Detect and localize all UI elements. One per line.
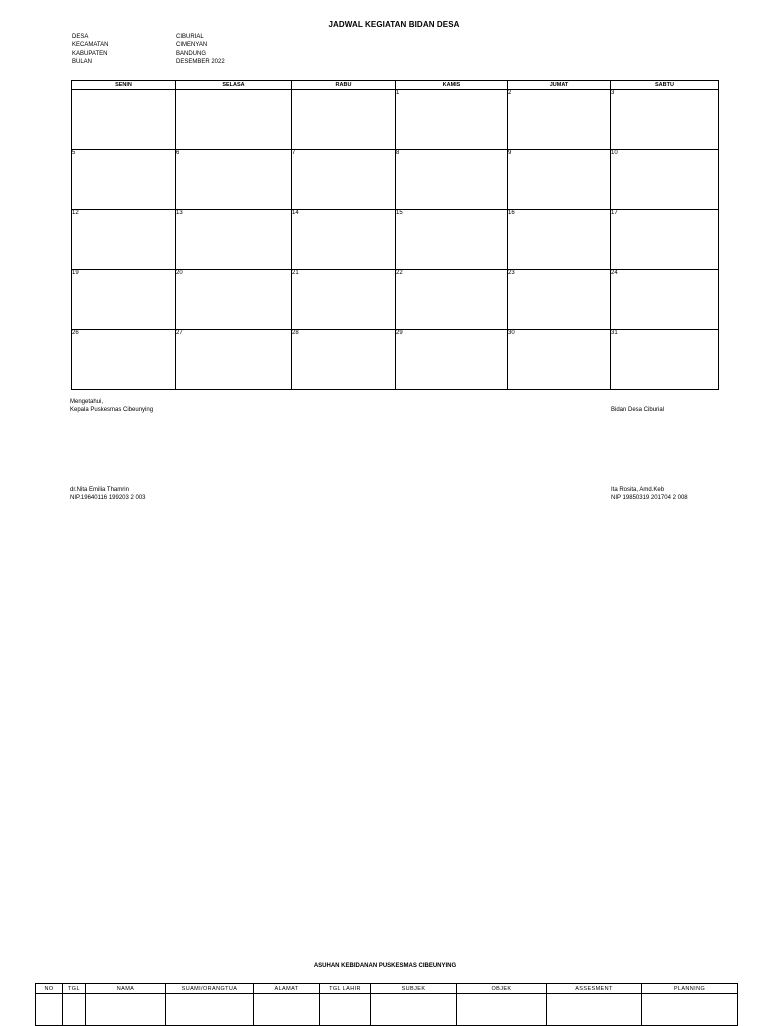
day-cell: 14 — [292, 210, 396, 270]
day-header-jumat: JUMAT — [508, 81, 611, 90]
day-cell: 15 — [396, 210, 508, 270]
day-cell: 23 — [508, 270, 611, 330]
asuhan-header-row — [36, 984, 738, 994]
info-row-kabupaten — [72, 50, 225, 58]
day-cell: 10 — [611, 150, 719, 210]
day-cell: 26 — [72, 330, 176, 390]
day-cell: 8 — [396, 150, 508, 210]
asuhan-row — [36, 994, 738, 1026]
day-cell: 31 — [611, 330, 719, 390]
day-cell: 6 — [176, 150, 292, 210]
asuhan-cell — [371, 994, 457, 1026]
day-cell — [176, 90, 292, 150]
asuhan-cell — [457, 994, 547, 1026]
info-key: KECAMATAN — [72, 42, 109, 49]
day-cell: 7 — [292, 150, 396, 210]
asuhan-cell — [642, 994, 738, 1026]
left-signer-name: dr.Nita Emilia Thamrin — [70, 487, 129, 493]
acknowledged-label: Mengetahui, — [70, 399, 104, 405]
right-signer-nip: NIP 19850319 201704 2 008 — [611, 495, 688, 502]
info-value: CIBURIAL — [176, 34, 204, 40]
day-cell: 29 — [396, 330, 508, 390]
calendar-week-2 — [72, 150, 719, 210]
calendar-week-3 — [72, 210, 719, 270]
day-cell: 2 — [508, 90, 611, 150]
day-header-rabu: RABU — [292, 81, 396, 90]
left-signer-nip: NIP.19640116 199203 2 003 — [70, 495, 146, 502]
asuhan-cell — [36, 994, 63, 1026]
col-header-suami-orangtua: SUAMI/ORANGTUA — [166, 984, 254, 994]
calendar-table — [71, 80, 719, 390]
col-header-subjek: SUBJEK — [371, 984, 457, 994]
day-cell: 19 — [72, 270, 176, 330]
info-row-bulan — [72, 58, 225, 66]
day-header-sabtu: SABTU — [611, 81, 719, 90]
left-signer-role: Kepala Puskesmas Cibeunying — [70, 407, 154, 414]
asuhan-title: ASUHAN KEBIDANAN PUSKESMAS CIBEUNYING — [313, 963, 457, 969]
day-cell: 5 — [72, 150, 176, 210]
day-cell: 1 — [396, 90, 508, 150]
day-cell: 12 — [72, 210, 176, 270]
signature-left-name-block — [70, 486, 146, 502]
asuhan-cell — [547, 994, 642, 1026]
day-cell: 16 — [508, 210, 611, 270]
signature-right-heading — [611, 406, 664, 414]
signature-right-name-block — [611, 486, 688, 502]
day-cell: 21 — [292, 270, 396, 330]
asuhan-cell — [63, 994, 86, 1026]
day-header-senin: SENIN — [72, 81, 176, 90]
day-cell: 3 — [611, 90, 719, 150]
asuhan-cell — [166, 994, 254, 1026]
asuhan-cell — [254, 994, 320, 1026]
col-header-planning: PLANNING — [642, 984, 738, 994]
day-cell — [72, 90, 176, 150]
day-cell: 20 — [176, 270, 292, 330]
calendar-header-row — [72, 81, 719, 90]
col-header-nama: NAMA — [86, 984, 166, 994]
col-header-alamat: ALAMAT — [254, 984, 320, 994]
info-value: BANDUNG — [176, 50, 207, 57]
calendar-week-5 — [72, 330, 719, 390]
info-row-desa — [72, 33, 225, 41]
day-header-selasa: SELASA — [176, 81, 292, 90]
signature-left-heading — [70, 398, 153, 414]
day-cell: 28 — [292, 330, 396, 390]
day-cell: 24 — [611, 270, 719, 330]
info-value: CIMENYAN — [176, 42, 208, 49]
col-header-tgl-lahir: TGL LAHIR — [320, 984, 371, 994]
day-cell: 22 — [396, 270, 508, 330]
page-title: JADWAL KEGIATAN BIDAN DESA — [328, 20, 460, 29]
col-header-assesment: ASSESMENT — [547, 984, 642, 994]
info-key: DESA — [72, 34, 89, 40]
right-signer-name: Ita Rosita, Amd.Keb — [611, 487, 665, 493]
col-header-tgl: TGL — [63, 984, 86, 994]
day-cell: 13 — [176, 210, 292, 270]
calendar-week-4 — [72, 270, 719, 330]
asuhan-cell — [86, 994, 166, 1026]
day-cell: 9 — [508, 150, 611, 210]
col-header-objek: OBJEK — [457, 984, 547, 994]
day-cell: 30 — [508, 330, 611, 390]
day-header-kamis: KAMIS — [396, 81, 508, 90]
info-key: KABUPATEN — [72, 50, 108, 57]
asuhan-cell — [320, 994, 371, 1026]
info-value: DESEMBER 2022 — [176, 59, 225, 66]
right-signer-role: Bidan Desa Ciburial — [611, 407, 665, 413]
info-row-kecamatan — [72, 41, 225, 49]
calendar-week-1 — [72, 90, 719, 150]
day-cell: 17 — [611, 210, 719, 270]
info-key: BULAN — [72, 59, 93, 66]
day-cell: 27 — [176, 330, 292, 390]
asuhan-table — [35, 983, 738, 1026]
info-block — [72, 33, 225, 67]
col-header-no: NO — [36, 984, 63, 994]
day-cell — [292, 90, 396, 150]
